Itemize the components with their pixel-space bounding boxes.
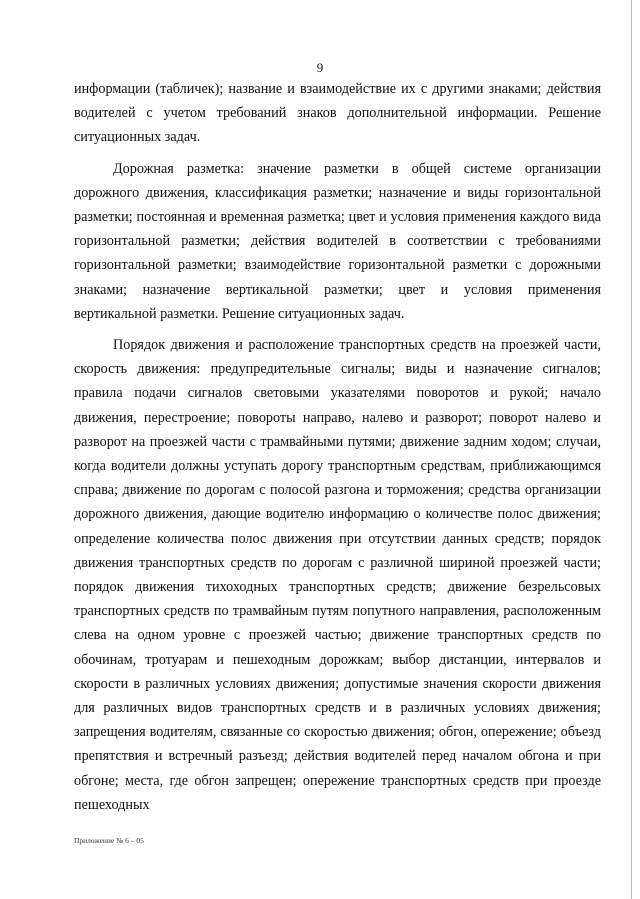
paragraph-continuation: информации (табличек); название и взаимодействие их с другими знаками; действия водителей с учетом требований знаков дополнительной информации. Решение ситуационных задач. (74, 81, 601, 146)
footer-note: Приложение № 6 – 05 (74, 836, 144, 845)
paragraph-traffic-order: Порядок движения и расположение транспортных средств на проезжей части, скорость движения: предупредительные сигналы; виды и назначение сигналов; правила подачи сигналов световыми указателями поворотов и рукой; начало движения, перестроение; повороты направо, налево и разворот; поворот налево и разворот на проезжей части с трамвайными путями; движение задним ходом; случаи, когда водители должны уступать дорогу транспортным средствам, приближающимся справа; движение по дорогам с полосой разгона и торможения; средства организации дорожного движения, дающие водителю информацию о количестве полос движения; определение количества полос движения при отсутствии данных средств; порядок движения транспортных средств по дорогам с различной шириной проезжей части; порядок движения тихоходных транспортных средств; движение безрельсовых транспортных средств по трамвайным путям попутного направления, расположенным слева на одном уровне с проезжей частью; движение транспортных средств по обочинам, тротуарам и пешеходным дорожкам; выбор дистанции, интервалов и скорости в различных условиях движения; допустимые значения скорости движения для различных видов транспортных средств и в различных условиях движения; запрещения водителям, связанные со скоростью движения; обгон, опережение; объезд препятствия и встречный разъезд; действия водителей перед началом обгона и при обгоне; места, где обгон запрещен; опережение транспортных средств при проезде пешеходных (74, 337, 601, 813)
body-text (74, 77, 601, 817)
page-number: 9 (316, 60, 324, 75)
paragraph-road-markings: Дорожная разметка: значение разметки в общей системе организации дорожного движения, классификация разметки; назначение и виды горизонтальной разметки; постоянная и временная разметка; цвет и условия применения каждого вида горизонтальной разметки; действия водителей в соответствии с требованиями горизонтальной разметки; взаимодействие горизонтальной разметки с дорожными знаками; назначение вертикальной разметки; цвет и условия применения вертикальной разметки. Решение ситуационных задач. (74, 160, 601, 322)
scan-edge-line (631, 0, 632, 899)
